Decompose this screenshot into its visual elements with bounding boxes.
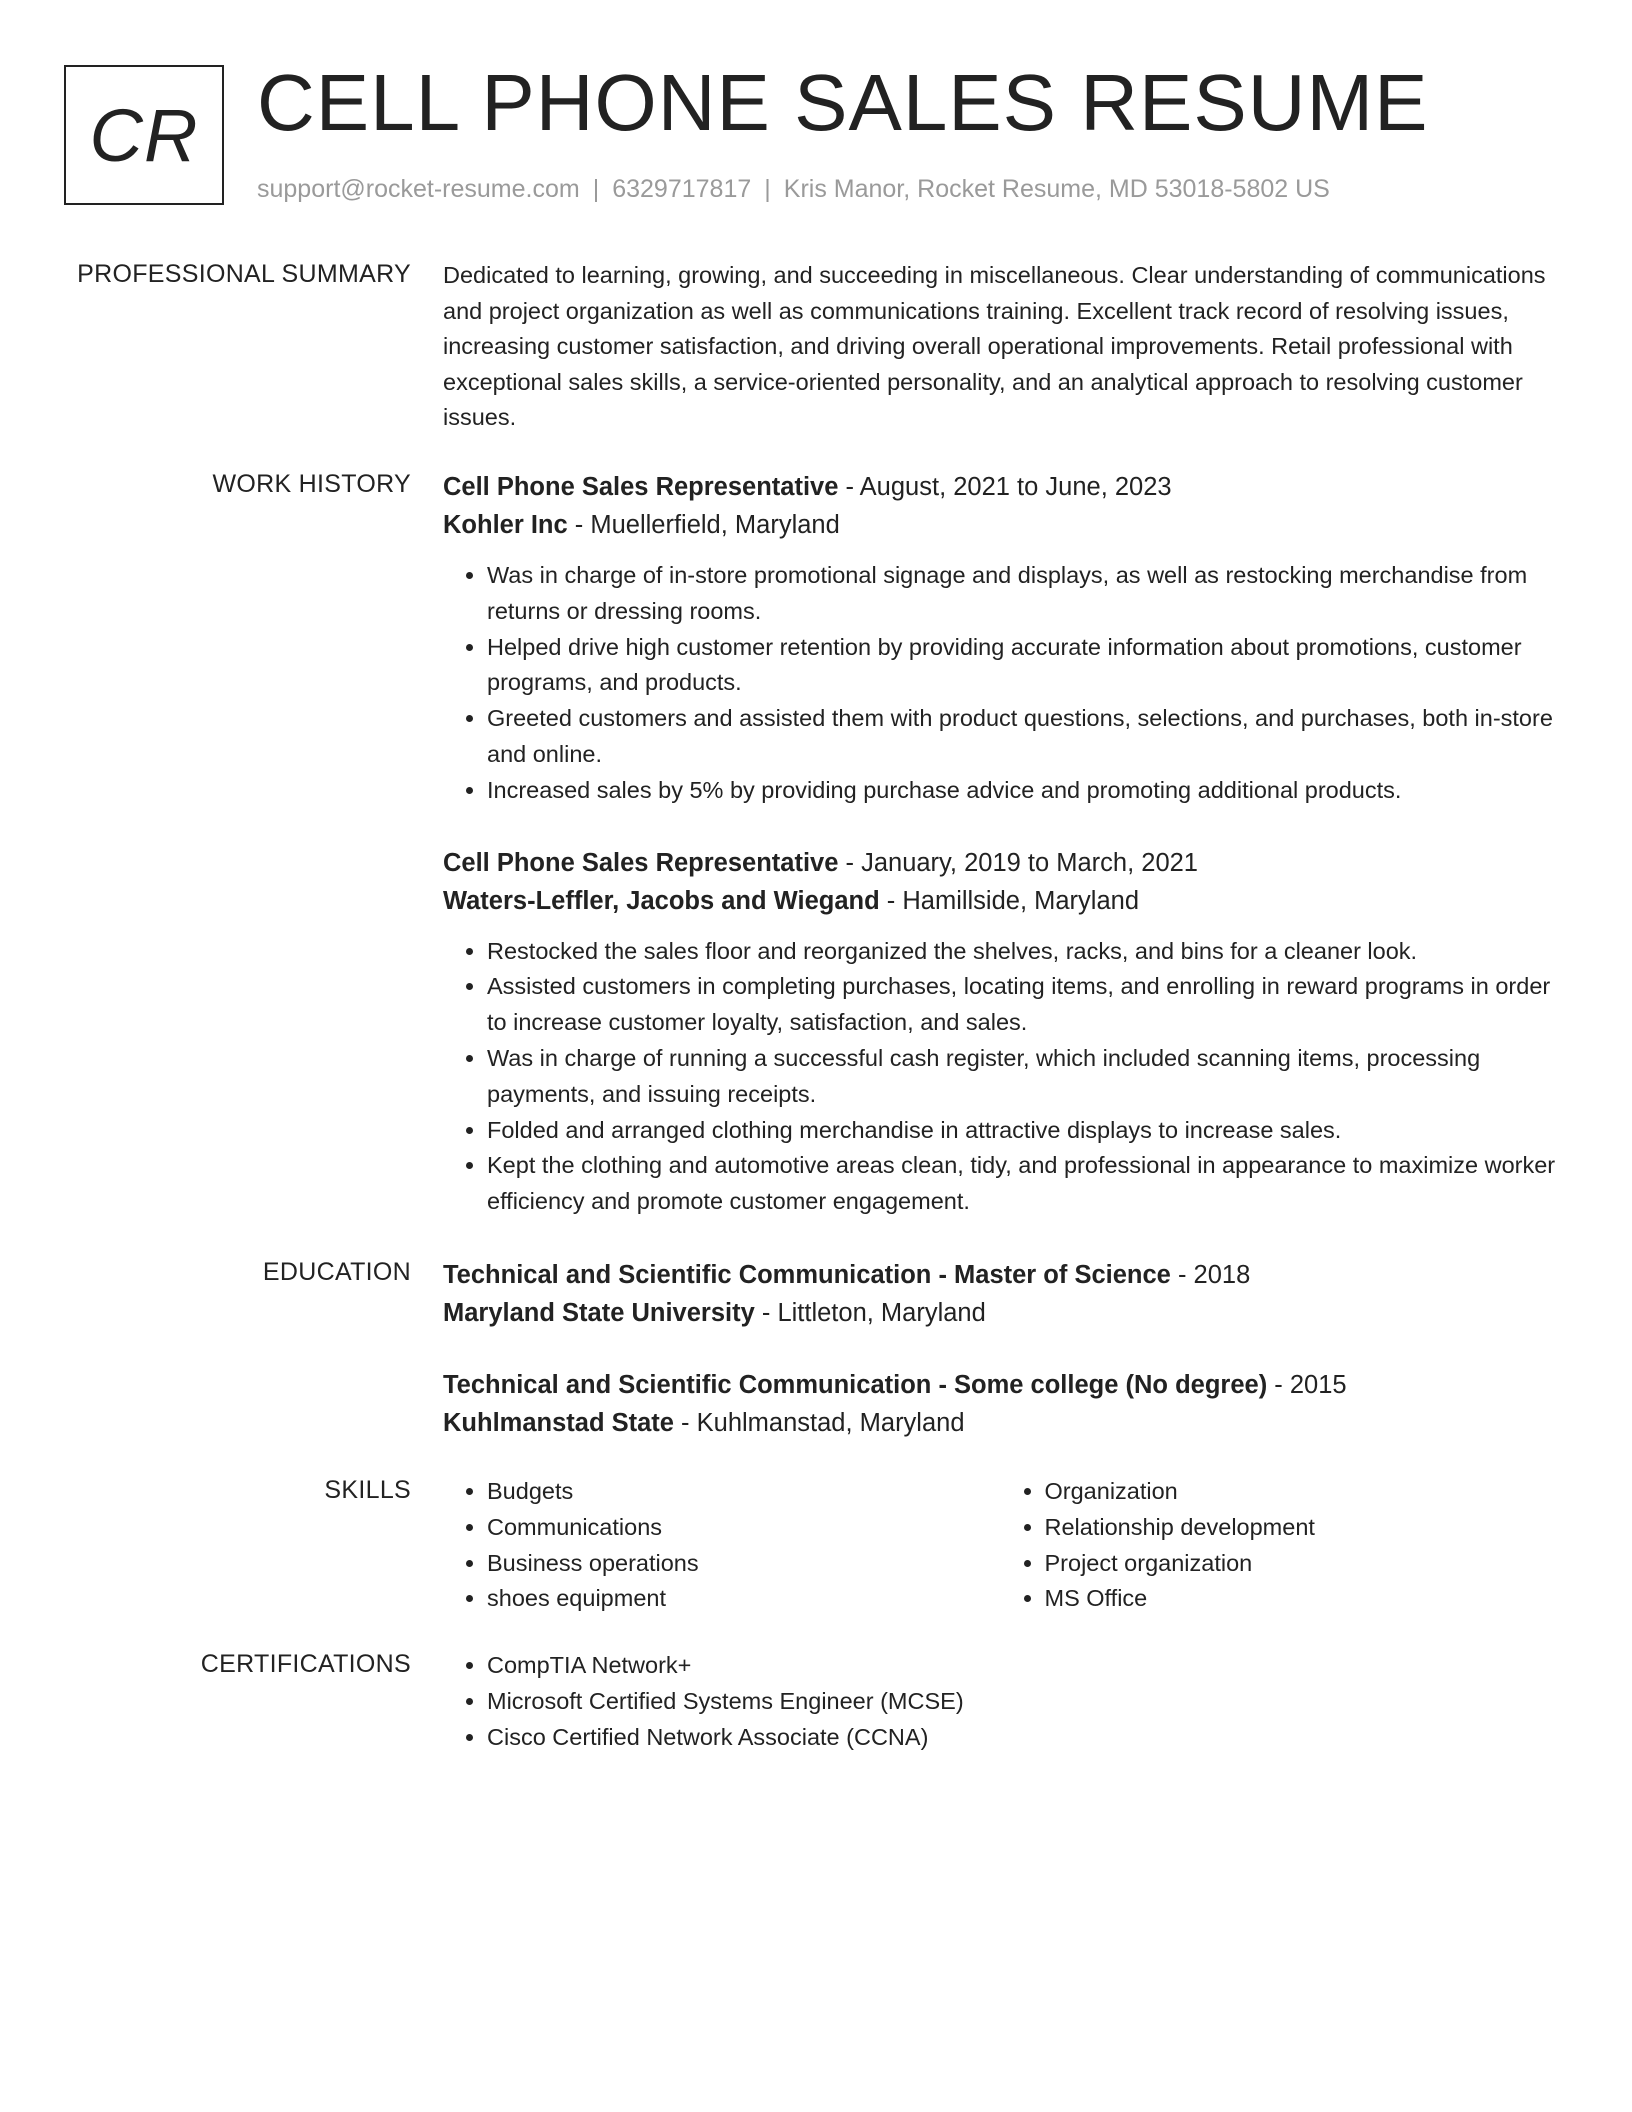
education-entry: [443, 1256, 1558, 1332]
job-bullet: • Increased sales by 5% by providing purchase advice and promoting additional products.: [487, 773, 1558, 809]
skills-columns: [443, 1474, 1558, 1617]
skill-item: • Business operations: [487, 1546, 1001, 1582]
contact-phone[interactable]: 6329717817: [612, 175, 752, 203]
job-bullet: • Greeted customers and assisted them with product questions, selections, and purchases, both in-store and online.: [487, 701, 1558, 773]
certification-item: • Cisco Certified Network Associate (CCNA): [487, 1720, 1558, 1756]
summary-text: Dedicated to learning, growing, and succeeding in miscellaneous. Clear understanding of communications and project organization as well as communications training. Excellent track record of resolving issues, increasing customer satisfaction, and driving overall operational improvements. Retail professional with exceptional sales skills, a service-oriented personality, and an analytical approach to resolving customer issues.: [443, 262, 1546, 430]
job-entry: [443, 844, 1558, 1220]
skills-list-right: [1001, 1474, 1559, 1617]
job-entry: [443, 468, 1558, 809]
certification-item: • CompTIA Network+: [487, 1648, 1558, 1684]
school-location: - Kuhlmanstad, Maryland: [673, 1409, 965, 1437]
contact-email[interactable]: support@rocket-resume.com: [257, 175, 580, 203]
skill-item: • shoes equipment: [487, 1581, 1001, 1617]
section-label-summary: PROFESSIONAL SUMMARY: [77, 260, 411, 288]
school-line: [443, 1404, 1558, 1442]
skill-item: • Communications: [487, 1510, 1001, 1546]
section-label-skills: SKILLS: [324, 1476, 411, 1504]
degree-year: - 2015: [1267, 1371, 1347, 1399]
section-label-work-history: WORK HISTORY: [212, 470, 411, 498]
job-bullet: • Assisted customers in completing purchases, locating items, and enrolling in reward programs in order to increase customer loyalty, satisfaction, and sales.: [487, 969, 1558, 1041]
contact-separator: |: [764, 175, 771, 203]
job-title-line: [443, 468, 1558, 506]
school: Kuhlmanstad State: [443, 1409, 674, 1437]
contact-address: Kris Manor, Rocket Resume, MD 53018-5802 US: [783, 175, 1330, 203]
resume-title: CELL PHONE SALES RESUME: [257, 58, 1429, 147]
job-location: - Muellerfield, Maryland: [567, 511, 840, 539]
job-company-line: [443, 506, 1558, 544]
job-bullet: • Kept the clothing and automotive areas clean, tidy, and professional in appearance to maximize worker efficiency and promote customer engagement.: [487, 1148, 1558, 1220]
education-entry: [443, 1366, 1558, 1442]
section-label-certifications: CERTIFICATIONS: [200, 1650, 411, 1678]
degree: Technical and Scientific Communication - Some college (No degree): [443, 1371, 1268, 1399]
contact-separator: |: [592, 175, 600, 203]
section-label-education: EDUCATION: [262, 1258, 411, 1286]
job-title: Cell Phone Sales Representative: [443, 473, 839, 501]
job-bullet: • Was in charge of running a successful cash register, which included scanning items, processing payments, and issuing receipts.: [487, 1041, 1558, 1113]
skills-list-left: [443, 1474, 1001, 1617]
skill-item: • Relationship development: [1045, 1510, 1559, 1546]
degree-line: [443, 1256, 1558, 1294]
job-company: Kohler Inc: [443, 511, 568, 539]
degree-line: [443, 1366, 1558, 1404]
job-bullet: • Helped drive high customer retention by providing accurate information about promotions, customer programs, and products.: [487, 630, 1558, 702]
degree-year: - 2018: [1170, 1261, 1251, 1289]
job-company-line: [443, 882, 1558, 920]
skill-item: • MS Office: [1045, 1581, 1559, 1617]
job-title-line: [443, 844, 1558, 882]
skill-item: • Project organization: [1045, 1546, 1559, 1582]
skill-item: • Organization: [1045, 1474, 1559, 1510]
job-company: Waters-Leffler, Jacobs and Wiegand: [443, 886, 880, 915]
skill-item: • Budgets: [487, 1474, 1001, 1510]
degree: Technical and Scientific Communication - Master of Science: [443, 1261, 1171, 1289]
job-bullets: [443, 558, 1558, 809]
job-bullet: • Folded and arranged clothing merchandise in attractive displays to increase sales.: [487, 1113, 1558, 1149]
monogram-text: CR: [89, 93, 199, 177]
certifications-list: [443, 1648, 1558, 1755]
contact-line: [257, 172, 1330, 206]
certification-item: • Microsoft Certified Systems Engineer (MCSE): [487, 1684, 1558, 1720]
job-title: Cell Phone Sales Representative: [443, 848, 839, 877]
monogram-logo: [64, 65, 224, 205]
job-bullet: • Was in charge of in-store promotional signage and displays, as well as restocking merchandise from returns or dressing rooms.: [487, 558, 1558, 630]
school: Maryland State University: [443, 1299, 755, 1327]
job-dates: - January, 2019 to March, 2021: [838, 848, 1198, 877]
school-location: - Littleton, Maryland: [754, 1299, 986, 1327]
job-dates: - August, 2021 to June, 2023: [838, 473, 1172, 501]
job-location: - Hamillside, Maryland: [879, 886, 1140, 915]
job-bullet: • Restocked the sales floor and reorganized the shelves, racks, and bins for a cleaner look.: [487, 934, 1558, 970]
job-bullets: [443, 934, 1558, 1220]
school-line: [443, 1294, 1558, 1332]
